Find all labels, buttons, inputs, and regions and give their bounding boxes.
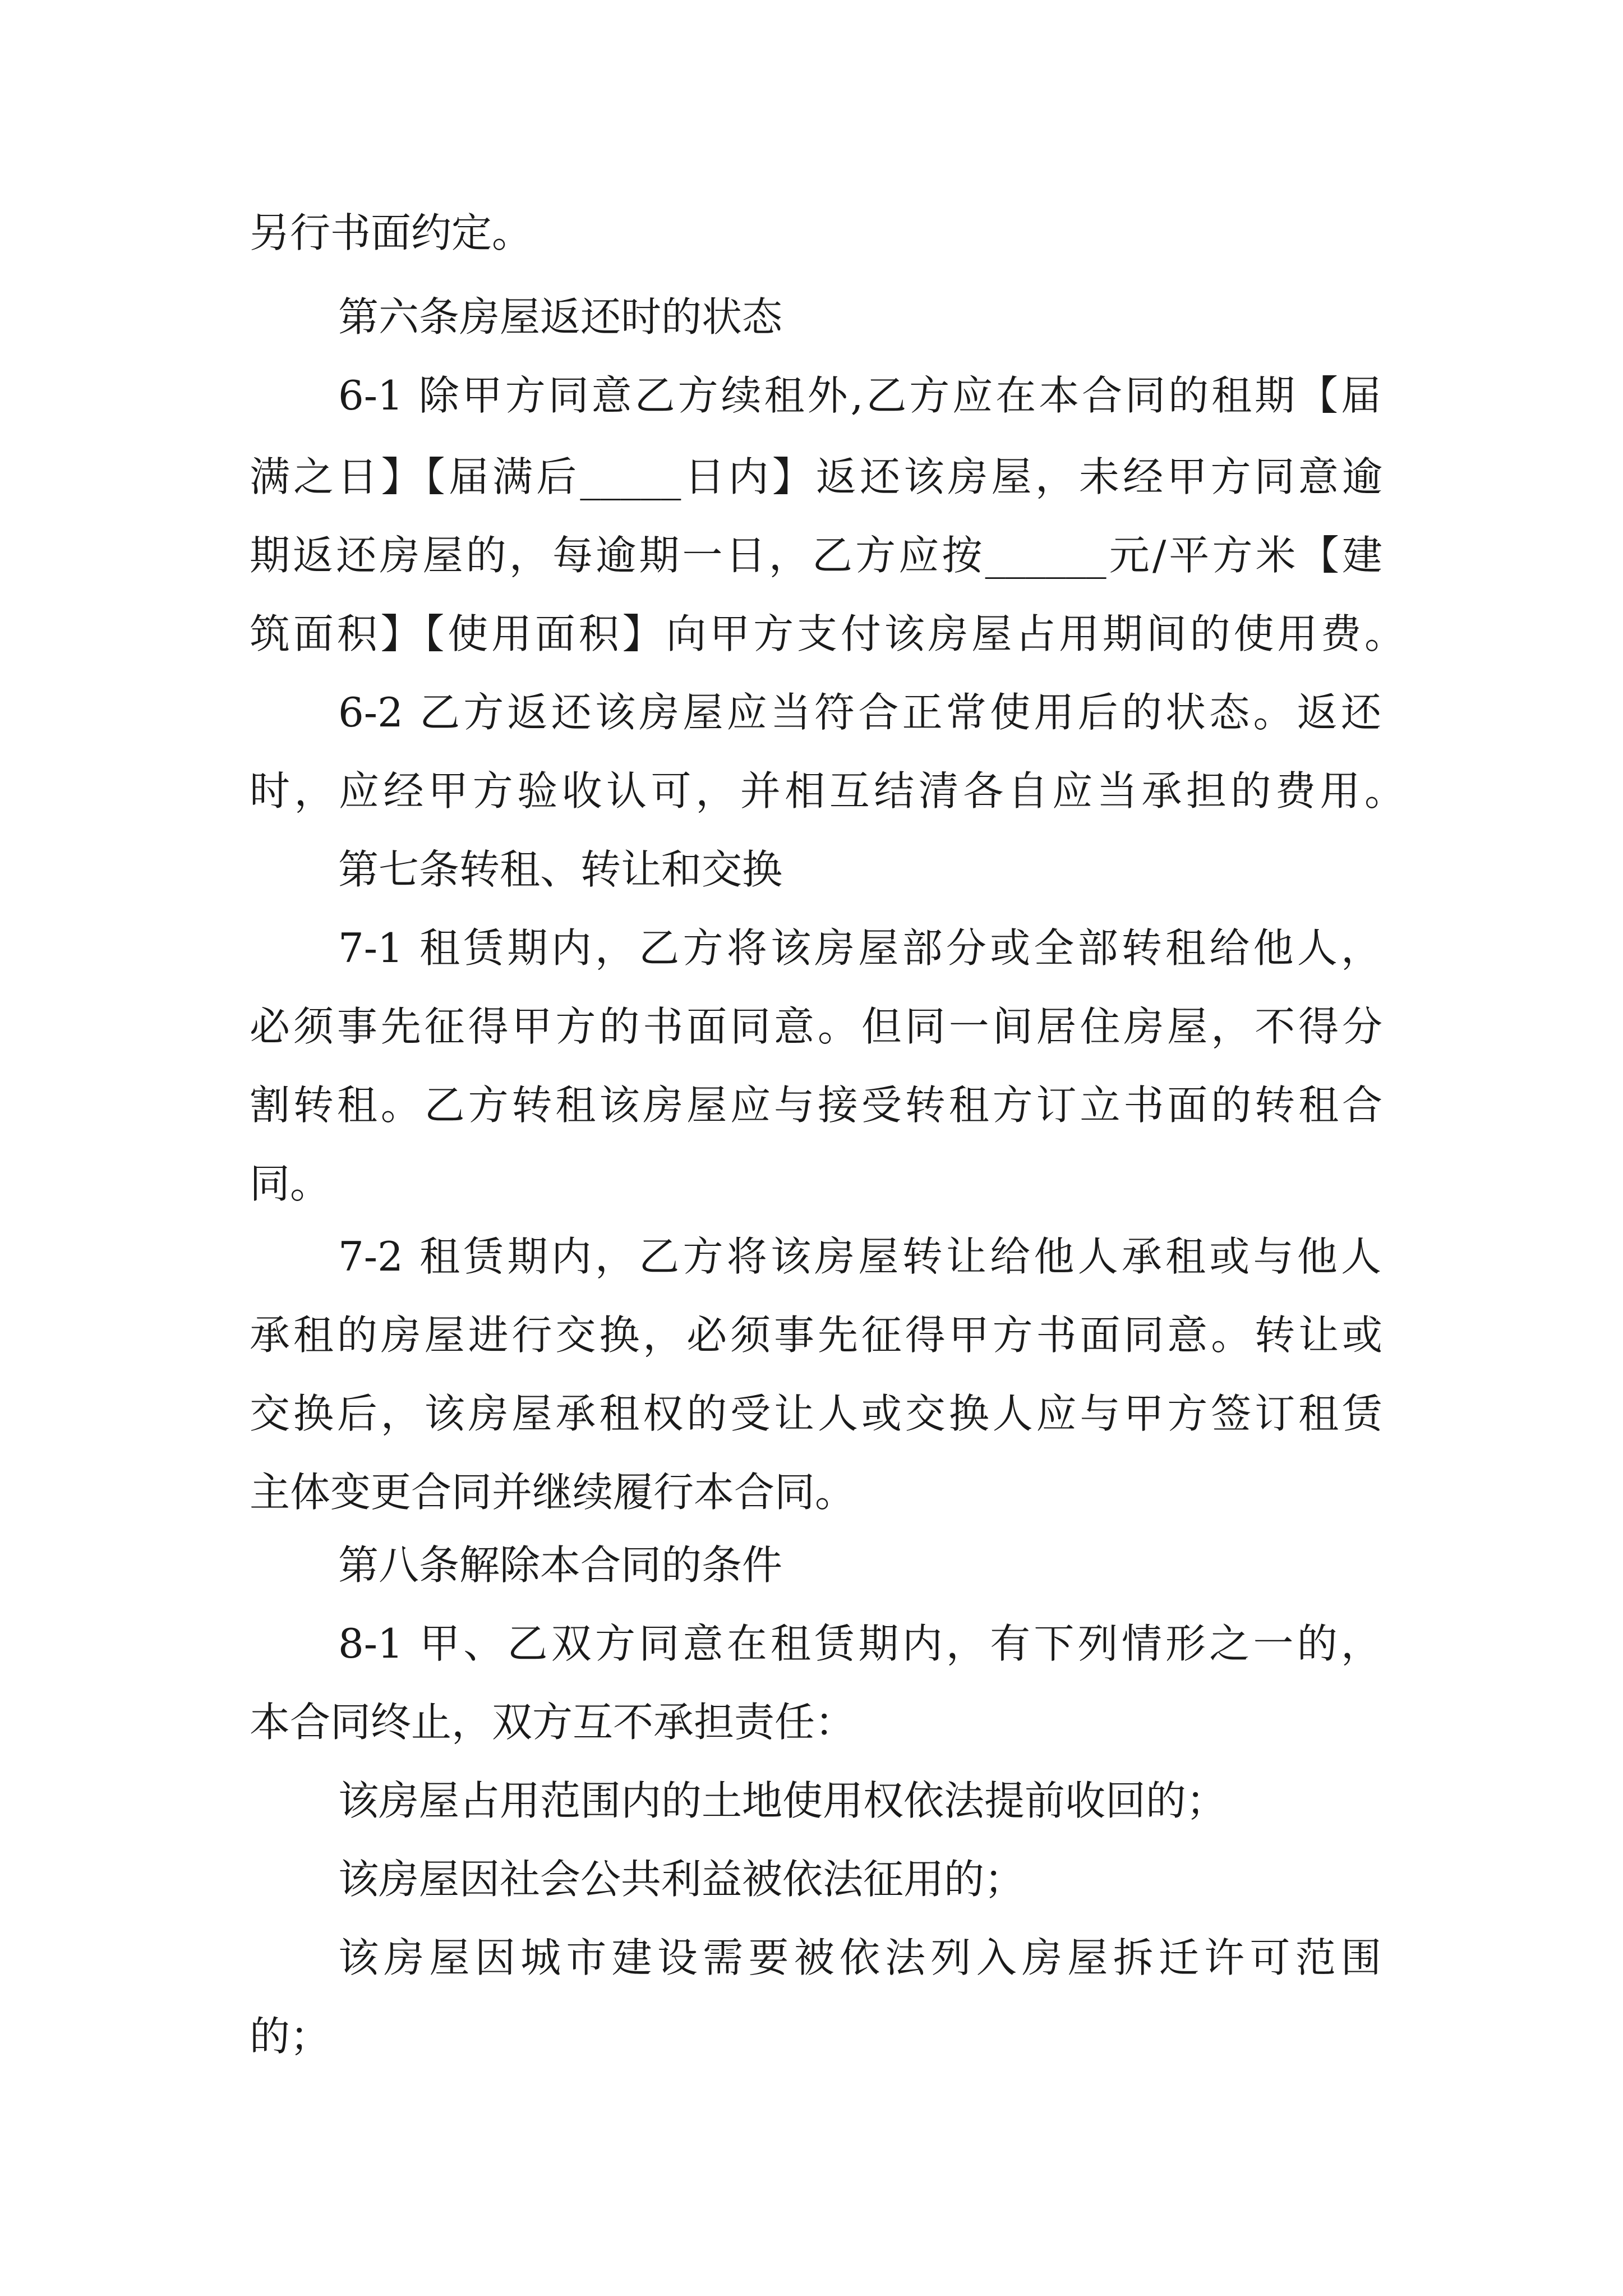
text-line: 的； bbox=[250, 2013, 331, 2060]
text-line: 7-2 租赁期内，乙方将该房屋转让给他人承租或与他人 bbox=[338, 1233, 1381, 1280]
text-line: 期返还房屋的，每逾期一日，乙方应按______元/平方米【建 bbox=[250, 532, 1382, 579]
text-line: 割转租。乙方转租该房屋应与接受转租方订立书面的转租合 bbox=[250, 1082, 1382, 1129]
text-line: 交换后，该房屋承租权的受让人或交换人应与甲方签订租赁 bbox=[250, 1390, 1382, 1437]
text-line: 该房屋因城市建设需要被依法列入房屋拆迁许可范围 bbox=[338, 1934, 1381, 1981]
section-heading: 第八条解除本合同的条件 bbox=[338, 1542, 783, 1589]
text-line: 主体变更合同并继续履行本合同。 bbox=[250, 1469, 856, 1516]
text-line: 6-1 除甲方同意乙方续租外,乙方应在本合同的租期【届 bbox=[338, 372, 1381, 419]
text-line: 承租的房屋进行交换，必须事先征得甲方书面同意。转让或 bbox=[250, 1312, 1382, 1359]
section-heading: 第七条转租、转让和交换 bbox=[338, 846, 783, 893]
text-line: 6-2 乙方返还该房屋应当符合正常使用后的状态。返还 bbox=[338, 689, 1381, 736]
text-line: 该房屋占用范围内的土地使用权依法提前收回的； bbox=[338, 1777, 1227, 1824]
text-line: 另行书面约定。 bbox=[250, 209, 533, 256]
text-line: 本合同终止，双方互不承担责任： bbox=[250, 1699, 856, 1746]
text-line: 筑面积】【使用面积】向甲方支付该房屋占用期间的使用费。 bbox=[250, 610, 1405, 657]
text-line: 满之日】【届满后_____日内】返还该房屋，未经甲方同意逾 bbox=[250, 453, 1382, 500]
text-line: 必须事先征得甲方的书面同意。但同一间居住房屋，不得分 bbox=[250, 1003, 1382, 1050]
text-line: 7-1 租赁期内，乙方将该房屋部分或全部转租给他人， bbox=[338, 924, 1381, 972]
section-heading: 第六条房屋返还时的状态 bbox=[338, 293, 783, 341]
text-line: 8-1 甲、乙双方同意在租赁期内，有下列情形之一的， bbox=[338, 1620, 1381, 1667]
text-line: 时，应经甲方验收认可，并相互结清各自应当承担的费用。 bbox=[250, 767, 1405, 815]
text-line: 该房屋因社会公共利益被依法征用的； bbox=[338, 1856, 1025, 1903]
text-line: 同。 bbox=[250, 1160, 331, 1207]
